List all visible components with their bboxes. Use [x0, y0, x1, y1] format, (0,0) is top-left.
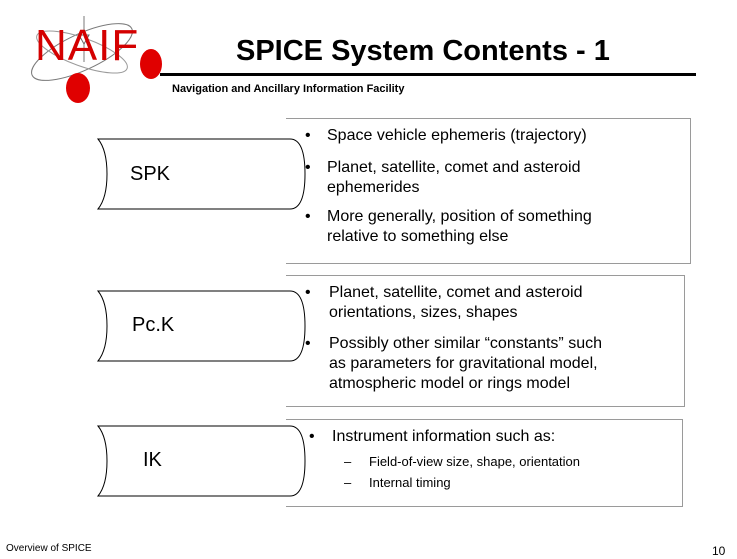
bullet-icon: • [305, 127, 311, 144]
bullet-text: atmospheric model or rings model [329, 375, 570, 392]
page-number: 10 [712, 544, 726, 558]
bullet-icon: • [305, 208, 311, 225]
bullet-text: relative to something else [327, 228, 509, 245]
dash-icon: – [344, 454, 352, 469]
bullet-text: More generally, position of something [327, 208, 592, 225]
bullet-icon: • [305, 335, 311, 352]
ik-tab-shape [95, 425, 315, 497]
spk-label: SPK [130, 163, 171, 185]
page-title: SPICE System Contents - 1 [236, 35, 610, 67]
bullet-text: Space vehicle ephemeris (trajectory) [327, 127, 587, 144]
title-underline [160, 73, 696, 76]
bullet-text: Planet, satellite, comet and asteroid [329, 284, 583, 301]
bullet-text: Possibly other similar “constants” such [329, 335, 602, 352]
spk-tab-shape [95, 138, 315, 210]
logo-wordmark: NAIF [35, 21, 140, 70]
bullet-text: as parameters for gravitational model, [329, 355, 598, 372]
bullet-text: Instrument information such as: [332, 428, 556, 445]
bullet-icon: • [309, 428, 315, 445]
page-subtitle: Navigation and Ancillary Information Facility [172, 83, 405, 95]
bullet-text: ephemerides [327, 179, 420, 196]
ik-label: IK [143, 449, 162, 471]
bullet-icon: • [305, 159, 311, 176]
pck-label: Pc.K [132, 314, 175, 336]
bullet-icon: • [305, 284, 311, 301]
pck-tab-shape [95, 290, 315, 362]
sub-bullet-text: Internal timing [369, 475, 451, 490]
bullet-text: Planet, satellite, comet and asteroid [327, 159, 581, 176]
bullet-text: orientations, sizes, shapes [329, 304, 518, 321]
dash-icon: – [344, 475, 352, 490]
footer-label: Overview of SPICE [6, 543, 92, 554]
sub-bullet-text: Field-of-view size, shape, orientation [369, 454, 580, 469]
